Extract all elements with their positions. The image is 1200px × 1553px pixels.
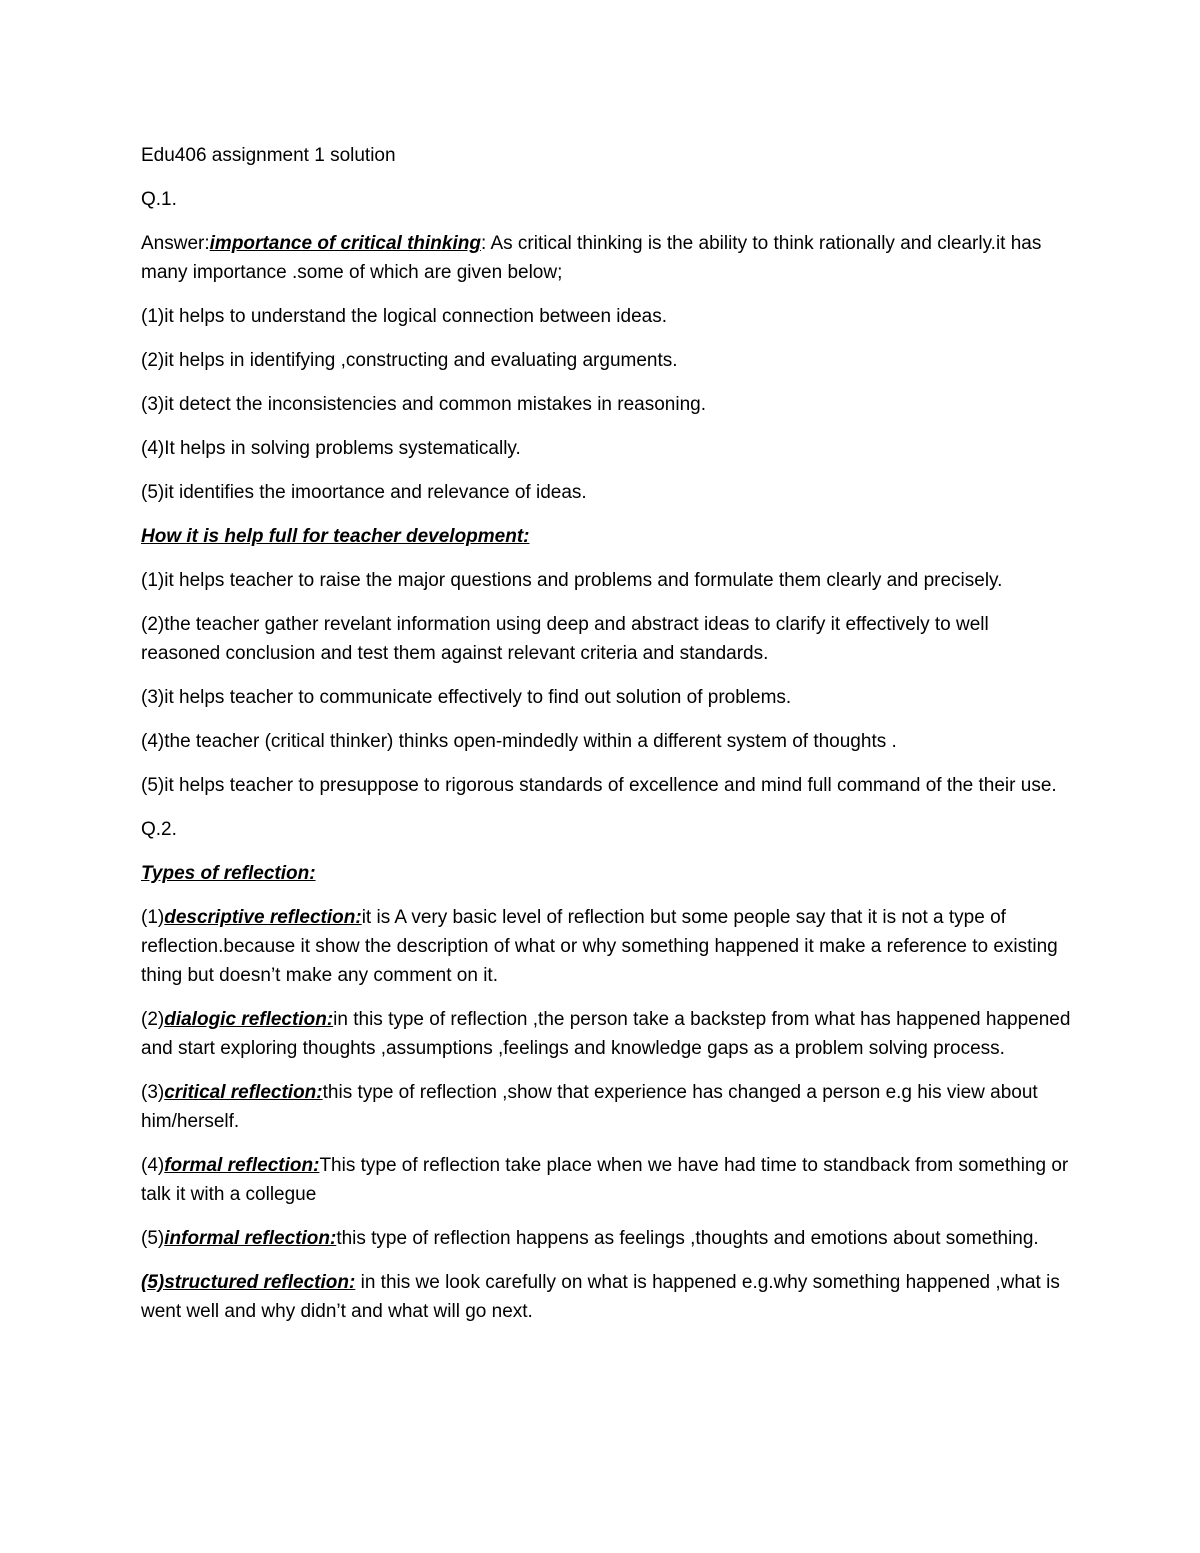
answer-text: : As critical thinking is the ability to think rationally and clearly.it has many importance .some of which are given below; bbox=[141, 233, 1042, 283]
importance-point-5: (5)it identifies the imoortance and relevance of ideas. bbox=[141, 482, 587, 503]
reflection-type-1 bbox=[141, 903, 1071, 990]
reflection-number: (2) bbox=[141, 1009, 165, 1030]
reflection-text: this type of reflection ,show that experience has changed a person e.g his view about him/herself. bbox=[141, 1082, 1038, 1132]
importance-point-2: (2)it helps in identifying ,constructing and evaluating arguments. bbox=[141, 350, 678, 371]
reflection-term: critical reflection: bbox=[164, 1082, 323, 1103]
importance-point-3: (3)it detect the inconsistencies and common mistakes in reasoning. bbox=[141, 394, 706, 415]
reflection-text: this type of reflection happens as feelings ,thoughts and emotions about something. bbox=[336, 1228, 1039, 1249]
answer-prefix: Answer: bbox=[141, 233, 210, 254]
question-2-label: Q.2. bbox=[141, 819, 177, 840]
reflection-text: This type of reflection take place when we have had time to standback from something or talk it with a collegue bbox=[141, 1155, 1069, 1205]
reflection-number: (3) bbox=[141, 1082, 165, 1103]
teacher-point-5: (5)it helps teacher to presuppose to rigorous standards of excellence and mind full command of the their use. bbox=[141, 775, 1057, 796]
reflection-term: formal reflection: bbox=[164, 1155, 320, 1176]
reflection-type-6 bbox=[141, 1268, 1071, 1326]
reflection-term: descriptive reflection: bbox=[164, 907, 362, 928]
reflection-type-2 bbox=[141, 1005, 1071, 1063]
reflection-number: (4) bbox=[141, 1155, 165, 1176]
reflection-text: in this we look carefully on what is happened e.g.why something happened ,what is went well and why didn’t and what will go next. bbox=[141, 1272, 1060, 1322]
teacher-point-2: (2)the teacher gather revelant information using deep and abstract ideas to clarify it effectively to well reasoned conclusion and test them against relevant criteria and standards. bbox=[141, 614, 989, 664]
document-body bbox=[141, 141, 1071, 1341]
reflection-type-5 bbox=[141, 1224, 1071, 1253]
reflection-number: (1) bbox=[141, 907, 165, 928]
teacher-development-heading: How it is help full for teacher development: bbox=[141, 526, 530, 547]
importance-point-1: (1)it helps to understand the logical connection between ideas. bbox=[141, 306, 668, 327]
answer-paragraph bbox=[141, 229, 1071, 287]
reflection-term: informal reflection: bbox=[164, 1228, 337, 1249]
teacher-point-1: (1)it helps teacher to raise the major questions and problems and formulate them clearly and precisely. bbox=[141, 570, 1003, 591]
reflection-number: (5) bbox=[141, 1228, 165, 1249]
teacher-point-3: (3)it helps teacher to communicate effectively to find out solution of problems. bbox=[141, 687, 792, 708]
reflection-number: (5) bbox=[141, 1272, 165, 1293]
types-of-reflection-heading: Types of reflection: bbox=[141, 863, 316, 884]
reflection-type-4 bbox=[141, 1151, 1071, 1209]
importance-point-4: (4)It helps in solving problems systematically. bbox=[141, 438, 521, 459]
reflection-term: structured reflection: bbox=[164, 1272, 356, 1293]
reflection-term: dialogic reflection: bbox=[164, 1009, 334, 1030]
question-1-label: Q.1. bbox=[141, 189, 177, 210]
reflection-type-3 bbox=[141, 1078, 1071, 1136]
document-title: Edu406 assignment 1 solution bbox=[141, 145, 396, 166]
answer-heading: importance of critical thinking bbox=[209, 233, 481, 254]
reflection-text: in this type of reflection ,the person take a backstep from what has happened happened and start exploring thoughts ,assumptions ,feelings and knowledge gaps as a problem solving process. bbox=[141, 1009, 1071, 1059]
reflection-text: it is A very basic level of reflection but some people say that it is not a type of reflection.because it show the description of what or why something happened it make a reference to existing thing but doesn’t make any comment on it. bbox=[141, 907, 1058, 986]
teacher-point-4: (4)the teacher (critical thinker) thinks open-mindedly within a different system of thoughts . bbox=[141, 731, 897, 752]
